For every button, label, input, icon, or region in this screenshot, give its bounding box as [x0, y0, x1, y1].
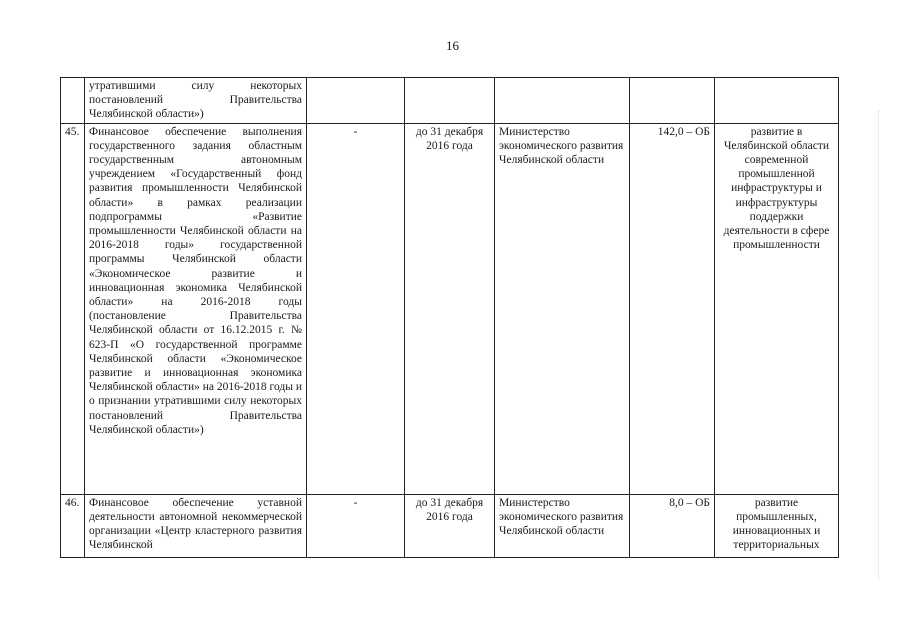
measure-amount: 142,0 – ОБ — [630, 123, 715, 494]
row-number: 46. — [61, 494, 85, 557]
table-row — [61, 123, 839, 494]
measure-deadline: до 31 декабря 2016 года — [405, 123, 495, 494]
measure-dash — [307, 78, 405, 124]
row-number — [61, 78, 85, 124]
measure-dash: - — [307, 494, 405, 557]
measure-deadline — [405, 78, 495, 124]
measure-deadline: до 31 декабря 2016 года — [405, 494, 495, 557]
row-number: 45. — [61, 123, 85, 494]
table-row — [61, 494, 839, 557]
page-number: 16 — [446, 38, 459, 53]
measure-description: утратившими силу некоторых постановлений Правительства Челябинской области») — [85, 78, 307, 124]
measure-result: развитие в Челябинской области современной промышленной инфраструктуры и инфраструктуры поддержки деятельности в сфере промышленности — [715, 123, 839, 494]
measure-result: развитие промышленных, инновационных и территориальных — [715, 494, 839, 557]
measure-amount — [630, 78, 715, 124]
measure-result — [715, 78, 839, 124]
measure-amount: 8,0 – ОБ — [630, 494, 715, 557]
table-row — [61, 78, 839, 124]
measures-table — [60, 77, 839, 558]
measure-executor: Министерство экономического развития Челябинской области — [495, 494, 630, 557]
measure-executor — [495, 78, 630, 124]
measure-description: Финансовое обеспечение выполнения государственного задания областным государственным автономным учреждением «Государственный фонд развития промышленности Челябинской области» в рамках реализации подпрограммы «Развитие промышленности Челябинской области на 2016-2018 годы» государственной программы Челябинской области «Экономическое развитие и инновационная экономика Челябинской области» на 2016-2018 годы (постановление Правительства Челябинской области от 16.12.2015 г. № 623-П «О государственной программе Челябинской области «Экономическое развитие и инновационная экономика Челябинской области» на 2016-2018 годы и о признании утратившими силу некоторых постановлений Правительства Челябинской области») — [85, 123, 307, 494]
measure-description: Финансовое обеспечение уставной деятельности автономной некоммерческой организации «Центр кластерного развития Челябинской — [85, 494, 307, 557]
measure-dash: - — [307, 123, 405, 494]
measure-executor: Министерство экономического развития Челябинской области — [495, 123, 630, 494]
scan-margin-marks — [878, 110, 887, 580]
